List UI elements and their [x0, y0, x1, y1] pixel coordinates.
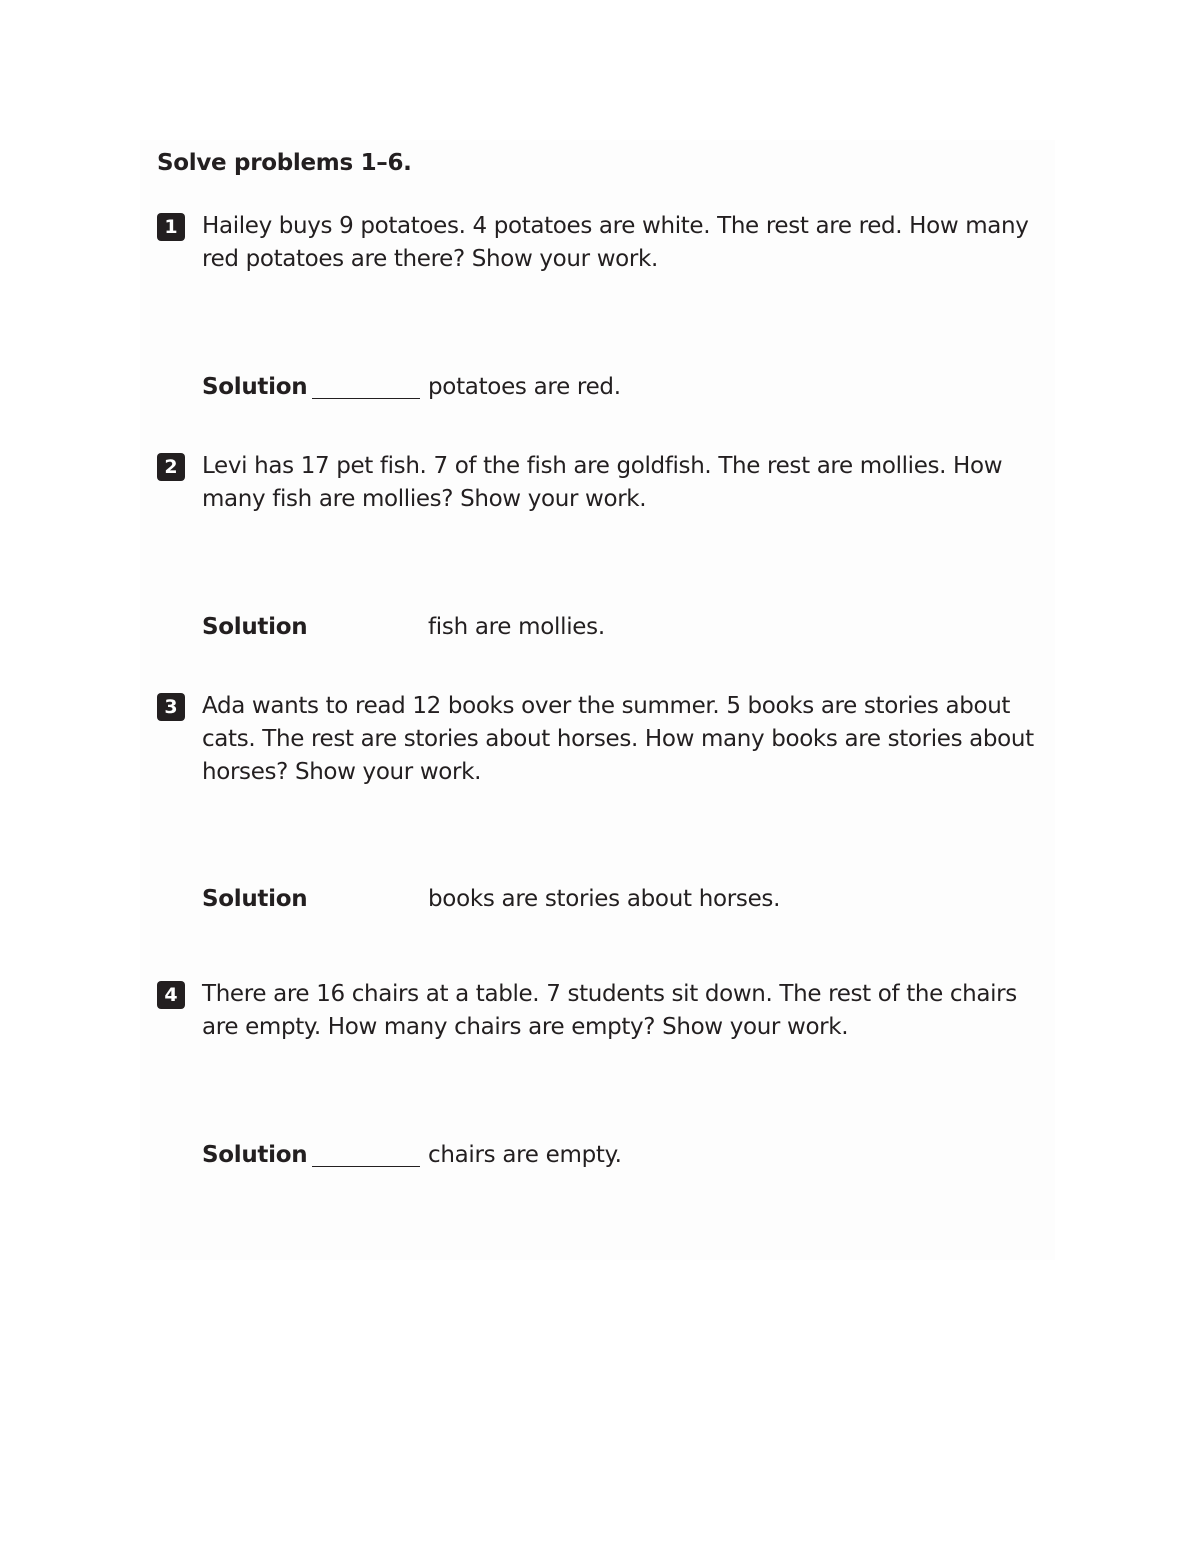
problem-number-badge: 1	[157, 213, 185, 241]
problem-number-badge: 2	[157, 453, 185, 481]
answer-blank[interactable]	[312, 398, 420, 399]
problem-question: Hailey buys 9 potatoes. 4 potatoes are white. The rest are red. How many red potatoes are there? Show your work.	[202, 213, 1029, 272]
solution-text: books are stories about horses.	[428, 886, 781, 912]
solution-label: Solution	[202, 1142, 308, 1168]
problem-number-badge: 3	[157, 693, 185, 721]
answer-blank[interactable]	[312, 910, 420, 911]
problem-question: Ada wants to read 12 books over the summer. 5 books are stories about cats. The rest are stories about horses. How many books are stories about horses? Show your work.	[202, 693, 1034, 785]
solution-label: Solution	[202, 614, 308, 640]
instructions-heading: Solve problems 1–6.	[157, 150, 412, 176]
problem-question: Levi has 17 pet fish. 7 of the fish are goldfish. The rest are mollies. How many fish are mollies? Show your work.	[202, 453, 1003, 512]
problem-number-badge: 4	[157, 981, 185, 1009]
answer-blank[interactable]	[312, 1166, 420, 1167]
problem-question: There are 16 chairs at a table. 7 students sit down. The rest of the chairs are empty. How many chairs are empty? Show your work.	[202, 981, 1017, 1040]
solution-label: Solution	[202, 374, 308, 400]
answer-blank[interactable]	[312, 638, 420, 639]
solution-text: chairs are empty.	[428, 1142, 622, 1168]
solution-text: potatoes are red.	[428, 374, 621, 400]
solution-text: fish are mollies.	[428, 614, 605, 640]
solution-label: Solution	[202, 886, 308, 912]
